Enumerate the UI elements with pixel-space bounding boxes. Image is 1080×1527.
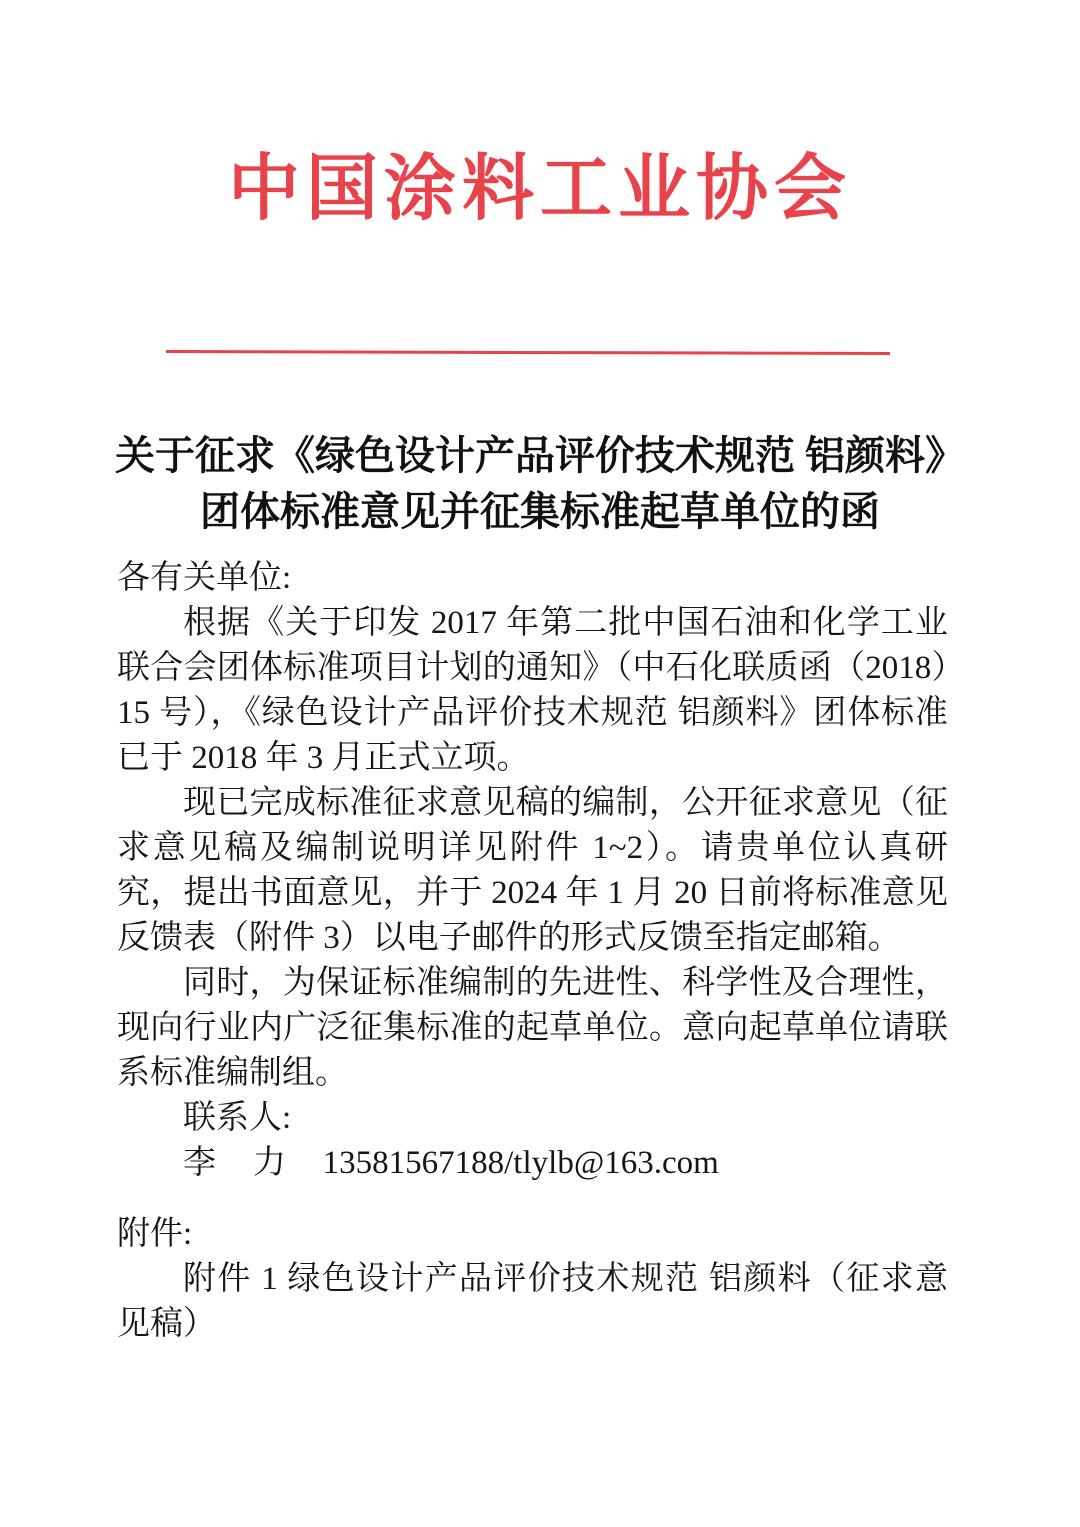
salutation: 各有关单位: <box>117 560 292 596</box>
letter-body <box>117 556 948 1347</box>
letterhead-org-name: 中国涂料工业协会 <box>227 149 852 229</box>
attachments-label: 附件: <box>117 1216 193 1252</box>
body-paragraph-1: 根据《关于印发 2017 年第二批中国石油和化学工业联合会团体标准项目计划的通知》（中石化联质函（2018）15 号），《绿色设计产品评价技术规范 铝颜料》团体标准已于 2018 年 3 月正式立项。 <box>117 605 949 776</box>
body-paragraph-2: 现已完成标准征求意见稿的编制，公开征求意见（征求意见稿及编制说明详见附件 1~2）。请贵单位认真研究，提出书面意见，并于 2024 年 1 月 20 日前将标准意见反馈表（附件 3）以电子邮件的形式反馈至指定邮箱。 <box>117 785 948 956</box>
attachments-section <box>117 1212 948 1347</box>
attachment-item-1: 附件 1 绿色设计产品评价技术规范 铝颜料（征求意见稿） <box>117 1261 948 1342</box>
contact-line <box>117 1141 948 1186</box>
letter-subject-title-line1: 关于征求《绿色设计产品评价技术规范 铝颜料》 <box>115 433 965 478</box>
contact-phone-email: 13581567188/tlylb@163.com <box>322 1145 719 1181</box>
contact-label: 联系人: <box>183 1100 292 1136</box>
letterhead-divider-rule <box>166 350 890 355</box>
letter-subject-title-line2: 团体标准意见并征集标准起草单位的函 <box>200 489 880 534</box>
contact-person-name: 李 力 <box>183 1145 288 1181</box>
body-paragraph-3: 同时，为保证标准编制的先进性、科学性及合理性，现向行业内广泛征集标准的起草单位。意向起草单位请联系标准编制组。 <box>117 965 948 1091</box>
letter-subject-title <box>55 428 1025 540</box>
